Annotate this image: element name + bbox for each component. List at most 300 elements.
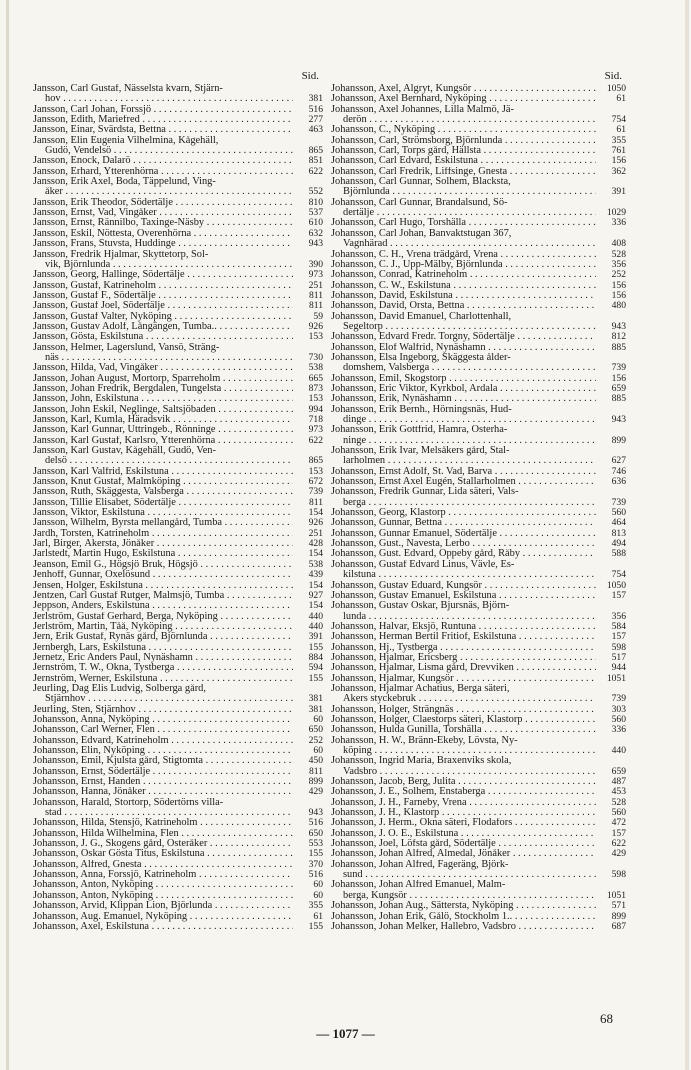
entry-page: 370 (308, 858, 323, 870)
entry-name: Johansson, Ernst Adolf, St. Vad, Barva . . . (331, 467, 596, 477)
entry-page: 429 (308, 786, 323, 798)
entry-name: Johansson, C. J., Upp-Mälby, Björnlunda . . . (331, 260, 596, 270)
entry-page: 487 (611, 776, 626, 788)
entry-name: Jansson, Gustaf Valter, Nyköping . . . (33, 312, 293, 322)
entry-name: Johansson, Hilda, Stensjö, Katrineholm . . . (33, 818, 293, 828)
index-entry (33, 922, 323, 932)
entry-page: 622 (611, 838, 626, 850)
index-entry (331, 322, 626, 332)
entry-name: Johansson, Elsa Ingeborg, Skäggesta ålder- (331, 352, 511, 363)
index-entry (331, 684, 626, 694)
index-entry (33, 332, 323, 342)
index-entry (33, 581, 323, 591)
entry-page: 754 (611, 114, 626, 126)
index-entry (331, 912, 626, 922)
entry-name: Johansson, J. H., Klastorp . . . (331, 808, 596, 818)
entry-name: Johansson, Gust., Navesta, Lerbo . . . (331, 539, 596, 549)
entry-name: Johansson, Ernst, Handen . . . (33, 777, 293, 787)
entry-page: 252 (308, 734, 323, 746)
entry-page: 1050 (606, 83, 626, 94)
index-entry (33, 177, 323, 187)
index-entry (331, 498, 626, 508)
entry-name: Johansson, Alfred, Gnesta . . . (33, 860, 293, 870)
entry-page: 154 (308, 548, 323, 560)
entry-name: Johansson, Johan Alfred, Fageräng, Björk- (331, 859, 509, 870)
entry-name: Jerlström, Gustaf Gerhard, Berga, Nyköping . . . (33, 612, 293, 622)
entry-page: 811 (308, 496, 323, 508)
entry-name: Johansson, Halvar, Eksjö, Runtuna . . . (331, 622, 596, 632)
entry-page: 463 (308, 124, 323, 136)
entry-page: 464 (611, 517, 626, 529)
index-entry (331, 756, 626, 766)
entry-name: Johansson, Erik Ivar, Melsåkers gård, Stal- (331, 446, 510, 457)
entry-page: 59 (313, 310, 323, 322)
entry-name: delsö . . . (33, 456, 293, 466)
entry-page: 428 (308, 538, 323, 550)
entry-page: 251 (308, 279, 323, 291)
entry-name: Johansson, Carl Hugo, Torshälla . . . (331, 218, 596, 228)
index-entry (331, 922, 626, 932)
index-entry (33, 705, 323, 715)
index-entry (331, 218, 626, 228)
entry-name: Johansson, Anna, Forssjö, Katrineholm . . . (33, 870, 293, 880)
entry-name: Johansson, Carl Gunnar, Solhem, Blacksta, (331, 177, 511, 188)
sheet-number: 68 (600, 1011, 613, 1026)
entry-page: 1050 (606, 579, 626, 591)
right-column (331, 70, 626, 932)
entry-name: Johansson, Gustav Emanuel, Eskilstuna . . . (331, 591, 596, 601)
entry-page: 362 (611, 165, 626, 177)
entry-page: 650 (308, 724, 323, 736)
entry-name: Johansson, Gust. Edvard, Oppeby gård, Råby . . . (331, 549, 596, 559)
entry-page: 538 (308, 362, 323, 374)
index-entry (331, 901, 626, 911)
index-entry (331, 115, 626, 125)
entry-page: 899 (611, 910, 626, 922)
entry-name: Johansson, J. H., Farneby, Vrena . . . (331, 798, 596, 808)
entry-page: 598 (611, 869, 626, 881)
entry-name: Jansson, Carl Johan, Forssjö . . . (33, 105, 293, 115)
index-entry (331, 808, 626, 818)
index-entry (33, 591, 323, 601)
entry-page: 155 (308, 920, 323, 932)
entry-name: Jern, Erik Gustaf, Rynäs gård, Björnlunda . . . (33, 632, 293, 642)
index-entry (33, 518, 323, 528)
index-entry (331, 208, 626, 218)
entry-page: 453 (611, 786, 626, 798)
entry-page: 739 (611, 693, 626, 705)
entry-name: Johansson, Edvard Fredr. Torgny, Södertälje . . . (331, 332, 596, 342)
index-entry (331, 487, 626, 497)
index-entry (33, 818, 323, 828)
entry-page: 926 (308, 320, 323, 332)
entry-name: Johansson, Hjalmar Achatius, Berga säteri, (331, 683, 510, 694)
index-entry (33, 353, 323, 363)
entry-name: Johansson, Holger, Strängnäs . . . (331, 705, 596, 715)
entry-name: Jansson, Enock, Dalarö . . . (33, 156, 293, 166)
entry-name: köping . . . (331, 746, 596, 756)
entry-page: 157 (611, 589, 626, 601)
entry-name: Jernetz, Eric Anders Paul, Nynäshamn . . . (33, 653, 293, 663)
index-entry (33, 446, 323, 456)
index-entry (33, 549, 323, 559)
index-entry (331, 539, 626, 549)
entry-name: Jansson, Karl Gunnar, Uttringeb., Rönninge . . . (33, 425, 293, 435)
index-entry (331, 384, 626, 394)
index-entry (33, 477, 323, 487)
index-entry (33, 508, 323, 518)
entry-page: 156 (611, 372, 626, 384)
index-entry (331, 767, 626, 777)
index-entry (331, 549, 626, 559)
entry-name: dinge . . . (331, 415, 596, 425)
entry-name: Jansson, Edith, Mariefred . . . (33, 115, 293, 125)
index-entry (33, 539, 323, 549)
index-entry (33, 218, 323, 228)
index-entry (33, 301, 323, 311)
entry-name: lunda . . . (331, 612, 596, 622)
entry-page: 528 (611, 796, 626, 808)
index-entry (33, 694, 323, 704)
entry-name: Johansson, C., Nyköping . . . (331, 125, 596, 135)
entry-page: 622 (308, 434, 323, 446)
entry-name: Björnlunda . . . (331, 187, 596, 197)
entry-name: Johansson, Elof Walfrid, Nynäshamn . . . (331, 343, 596, 353)
entry-name: Jenhoff, Gunnar, Oxelösund . . . (33, 570, 293, 580)
entry-name: Johansson, Arvid, Klippan Lion, Björlunda . . . (33, 901, 293, 911)
entry-name: Johansson, Gustav Oskar, Bjursnäs, Björn- (331, 601, 510, 612)
entry-name: Johansson, J. O. E., Eskilstuna . . . (331, 829, 596, 839)
entry-page: 528 (611, 248, 626, 260)
entry-page: 391 (611, 186, 626, 198)
index-entry (331, 529, 626, 539)
entry-page: 390 (308, 258, 323, 270)
index-entry (331, 363, 626, 373)
entry-name: Jernström, T. W., Ökna, Tystberga . . . (33, 663, 293, 673)
entry-name: Johansson, Ernst, Södertälje . . . (33, 767, 293, 777)
entry-page: 811 (308, 300, 323, 312)
index-entry (331, 187, 626, 197)
entry-name: Johansson, Conrad, Katrineholm . . . (331, 270, 596, 280)
index-entry (33, 208, 323, 218)
index-entry (331, 270, 626, 280)
index-entry (331, 405, 626, 415)
index-entry (331, 136, 626, 146)
entry-name: Jansson, Erhard, Ytterenhörna . . . (33, 167, 293, 177)
index-entry (33, 912, 323, 922)
index-entry (33, 105, 323, 115)
index-entry (331, 446, 626, 456)
entry-name: Johansson, Johan Alfred, Almedal, Jönåker . . . (331, 849, 596, 859)
entry-page: 154 (308, 579, 323, 591)
index-entry (33, 746, 323, 756)
index-entry (331, 818, 626, 828)
entry-page: 516 (308, 817, 323, 829)
entry-name: Jansson, Johan August, Mortorp, Sparreholm . . . (33, 374, 293, 384)
index-entry (33, 229, 323, 239)
entry-name: Johansson, Hulda Gunilla, Torshälla . . . (331, 725, 596, 735)
entry-name: Johansson, Carl Edvard, Eskilstuna . . . (331, 156, 596, 166)
entry-name: Johansson, Erik Bernh., Hörningsnäs, Hud- (331, 404, 512, 415)
index-entry (33, 146, 323, 156)
entry-name: Johansson, Carl Johan, Banvaktstugan 367, (331, 228, 512, 239)
index-entry (33, 415, 323, 425)
entry-name: Jansson, Viktor, Eskilstuna . . . (33, 508, 293, 518)
entry-page: 718 (308, 414, 323, 425)
entry-page: 739 (611, 496, 626, 508)
left-entry-list (33, 84, 323, 932)
index-entry (33, 880, 323, 890)
index-entry (331, 125, 626, 135)
entry-name: Johansson, Anton, Nyköping . . . (33, 891, 293, 901)
index-entry (331, 239, 626, 249)
entry-page: 516 (308, 869, 323, 881)
index-entry (33, 839, 323, 849)
entry-page: 155 (308, 672, 323, 684)
entry-name: stad . . . (33, 808, 293, 818)
index-entry (33, 756, 323, 766)
entry-name: Johansson, Ernst Axel Eugén, Stallarholmen . . . (331, 477, 596, 487)
entry-name: Jensen, Holger, Eskilstuna . . . (33, 581, 293, 591)
entry-page: 153 (308, 331, 323, 343)
index-entry (331, 891, 626, 901)
entry-page: 560 (611, 807, 626, 819)
entry-name: Johansson, Axel Johannes, Lilla Malmö, Jä- (331, 104, 514, 115)
entry-name: Jansson, John Eskil, Neglinge, Saltsjöbaden . . . (33, 405, 293, 415)
index-entry (331, 870, 626, 880)
index-entry (33, 725, 323, 735)
entry-name: ninge . . . (331, 436, 596, 446)
index-entry (33, 270, 323, 280)
index-entry (331, 860, 626, 870)
entry-page: 472 (611, 817, 626, 829)
entry-page: 61 (616, 93, 626, 105)
index-entry (33, 736, 323, 746)
entry-page: 560 (611, 507, 626, 519)
index-entry (33, 260, 323, 270)
entry-page: 884 (308, 651, 323, 663)
entry-name: larholmen . . . (331, 456, 596, 466)
entry-name: Johansson, H. W., Bränn-Ekeby, Lövsta, Ny- (331, 735, 518, 746)
entry-page: 672 (308, 476, 323, 488)
index-entry (33, 198, 323, 208)
entry-name: Johansson, Hjalmar, Ericsberg . . . (331, 653, 596, 663)
entry-name: berga, Kungsör . . . (331, 891, 596, 901)
entry-page: 391 (308, 631, 323, 643)
entry-page: 943 (308, 807, 323, 819)
entry-name: vik, Björnlunda . . . (33, 260, 293, 270)
index-entry (331, 353, 626, 363)
entry-page: 156 (611, 279, 626, 291)
index-entry (331, 291, 626, 301)
index-entry (33, 281, 323, 291)
index-entry (331, 477, 626, 487)
index-entry (331, 260, 626, 270)
entry-name: Jansson, Karl Valfrid, Eskilstuna . . . (33, 467, 293, 477)
entry-name: hov . . . (33, 94, 293, 104)
entry-name: Johansson, Hilda Wilhelmina, Flen . . . (33, 829, 293, 839)
entry-page: 450 (308, 755, 323, 767)
index-entry (33, 663, 323, 673)
entry-page: 687 (611, 920, 626, 932)
entry-page: 155 (308, 641, 323, 653)
entry-name: Vadsbro . . . (331, 767, 596, 777)
index-entry (33, 560, 323, 570)
page-edge-left (6, 0, 9, 1070)
entry-page: 851 (308, 155, 323, 167)
entry-name: Jernström, Werner, Eskilstuna . . . (33, 674, 293, 684)
entry-name: Johansson, Gunnar, Bettna . . . (331, 518, 596, 528)
entry-page: 598 (611, 641, 626, 653)
entry-name: Jansson, Knut Gustaf, Malmköping . . . (33, 477, 293, 487)
index-entry (33, 860, 323, 870)
entry-name: Johansson, Carl Werner, Flen . . . (33, 725, 293, 735)
index-entry (331, 177, 626, 187)
index-entry (33, 84, 323, 94)
entry-page: 156 (611, 155, 626, 167)
index-entry (33, 787, 323, 797)
entry-page: 610 (308, 217, 323, 229)
index-entry (33, 715, 323, 725)
entry-name: Jansson, Karl Gustaf, Karlsro, Ytterenhörna . . . (33, 436, 293, 446)
entry-page: 943 (611, 414, 626, 425)
index-entry (331, 570, 626, 580)
entry-name: Johansson, Ingrid Maria, Braxenviks skola, (331, 756, 512, 767)
entry-page: 60 (313, 889, 323, 901)
index-entry (33, 622, 323, 632)
entry-page: 885 (611, 393, 626, 405)
entry-page: 739 (611, 362, 626, 374)
entry-page: 552 (308, 186, 323, 198)
entry-name: Johansson, Herman Bertil Fritiof, Eskilstuna . . . (331, 632, 596, 642)
entry-page: 994 (308, 403, 323, 415)
entry-name: Johansson, David, Örsta, Bettna . . . (331, 301, 596, 311)
entry-page: 746 (611, 465, 626, 477)
entry-name: Jansson, Gustaf, Katrineholm . . . (33, 281, 293, 291)
entry-page: 588 (611, 548, 626, 560)
index-entry (331, 94, 626, 104)
entry-name: Johansson, David Emanuel, Charlottenhall, (331, 311, 512, 322)
index-entry (331, 787, 626, 797)
entry-name: Johansson, Joel, Löfsta gård, Södertälje . . . (331, 839, 596, 849)
entry-name: Jansson, Karl Gustav, Kågehäll, Gudö, Ven- (33, 446, 216, 457)
entry-page: 1029 (606, 207, 626, 219)
entry-name: Jansson, Carl Gustaf, Nässelsta kvarn, Stjärn- (33, 84, 223, 94)
entry-name: åker . . . (33, 187, 293, 197)
index-entry (331, 425, 626, 435)
entry-name: Johansson, Gustav Eduard, Kungsör . . . (331, 581, 596, 591)
entry-page: 943 (611, 320, 626, 332)
entry-name: Jansson, Ruth, Skäggesta, Valsberga . . . (33, 487, 293, 497)
index-entry (331, 632, 626, 642)
index-entry (33, 125, 323, 135)
entry-name: Jeanson, Emil G., Högsjö Bruk, Högsjö . . . (33, 560, 293, 570)
entry-page: 494 (611, 538, 626, 550)
entry-page: 537 (308, 207, 323, 219)
index-entry (33, 487, 323, 497)
entry-name: sund . . . (331, 870, 596, 880)
index-entry (331, 467, 626, 477)
index-entry (331, 839, 626, 849)
index-entry (331, 622, 626, 632)
entry-page: 584 (611, 620, 626, 632)
entry-name: Johansson, J. E., Solhem, Enstaberga . . . (331, 787, 596, 797)
entry-page: 277 (308, 114, 323, 126)
index-entry (33, 384, 323, 394)
index-entry (33, 653, 323, 663)
entry-name: Jansson, Frans, Stuvsta, Huddinge . . . (33, 239, 293, 249)
entry-page: 381 (308, 703, 323, 715)
entry-page: 730 (308, 351, 323, 363)
entry-name: dertälje . . . (331, 208, 596, 218)
entry-page: 571 (611, 900, 626, 912)
index-entry (331, 415, 626, 425)
entry-name: Jansson, Erik Theodor, Södertälje . . . (33, 198, 293, 208)
index-entry (331, 705, 626, 715)
index-entry (33, 601, 323, 611)
entry-page: 60 (313, 879, 323, 891)
entry-name: Johansson, Georg, Klastorp . . . (331, 508, 596, 518)
entry-name: Johansson, Elin, Nyköping . . . (33, 746, 293, 756)
index-entry (331, 601, 626, 611)
index-entry (331, 146, 626, 156)
entry-name: Jerlström, Martin, Tåå, Nyköping . . . (33, 622, 293, 632)
index-entry (331, 198, 626, 208)
entry-page: 650 (308, 827, 323, 839)
index-entry (33, 767, 323, 777)
entry-name: Jeurling, Dag Elis Ludvig, Solberga gård, (33, 683, 206, 694)
entry-name: Jansson, Gösta, Eskilstuna . . . (33, 332, 293, 342)
index-entry (33, 363, 323, 373)
entry-name: Jardh, Torsten, Katrineholm . . . (33, 529, 293, 539)
index-entry (331, 281, 626, 291)
entry-page: 560 (611, 713, 626, 725)
entry-name: Johansson, David, Eskilstuna . . . (331, 291, 596, 301)
entry-page: 336 (611, 724, 626, 736)
entry-name: näs . . . (33, 353, 293, 363)
index-entry (33, 632, 323, 642)
entry-page: 754 (611, 569, 626, 581)
index-entry (331, 394, 626, 404)
entry-name: Johansson, J. G., Skogens gård, Österåker . . . (33, 839, 293, 849)
index-entry (331, 880, 626, 890)
entry-page: 761 (611, 145, 626, 157)
entry-page: 61 (616, 124, 626, 136)
entry-name: Johansson, C. H., Vrena trädgård, Vrena . . . (331, 250, 596, 260)
entry-page: 944 (611, 662, 626, 674)
index-entry (331, 332, 626, 342)
index-entry (331, 374, 626, 384)
entry-name: Jentzen, Carl Gustaf Rutger, Malmsjö, Tumba . . . (33, 591, 293, 601)
index-entry (331, 167, 626, 177)
entry-page: 157 (611, 827, 626, 839)
index-entry (33, 901, 323, 911)
index-entry (33, 94, 323, 104)
index-entry (331, 653, 626, 663)
entry-name: Johansson, Holger, Claestorps säteri, Klastorp . . . (331, 715, 596, 725)
entry-page: 627 (611, 455, 626, 467)
index-entry (33, 250, 323, 260)
index-entry (33, 136, 323, 146)
entry-page: 636 (611, 476, 626, 488)
entry-name: Johansson, Johan Erik, Gålö, Stockholm 1.. . . . (331, 912, 596, 922)
index-entry (331, 715, 626, 725)
entry-name: Jansson, Karl, Kumla, Häradsvik . . . (33, 415, 293, 425)
entry-name: Johansson, Anton, Nyköping . . . (33, 880, 293, 890)
entry-name: Johansson, Carl Gunnar, Brandalsund, Sö- (331, 197, 508, 208)
entry-name: kilstuna . . . (331, 570, 596, 580)
index-entry (33, 167, 323, 177)
